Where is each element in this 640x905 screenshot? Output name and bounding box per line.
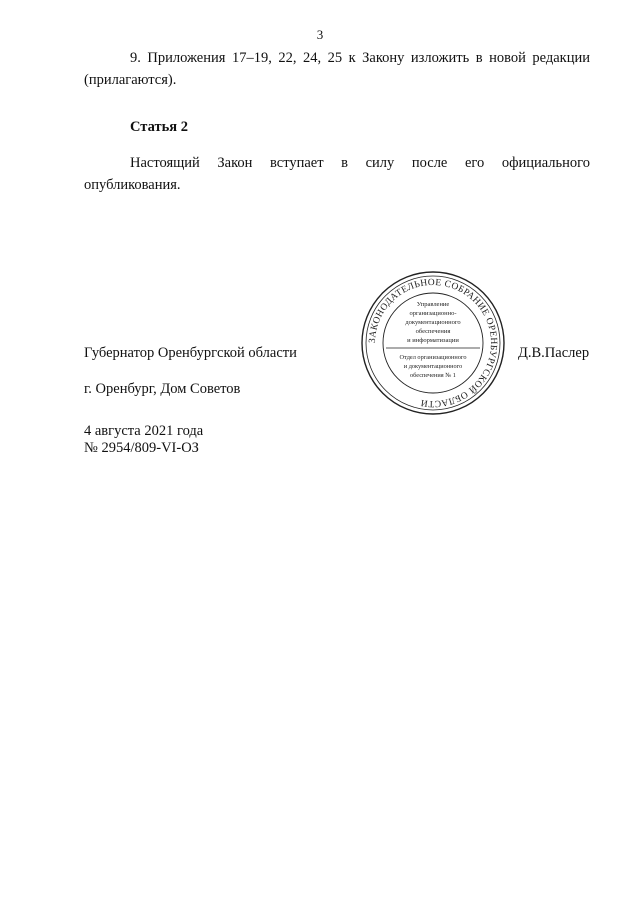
signing-place: г. Оренбург, Дом Советов bbox=[84, 381, 241, 397]
seal-ring-text: ЗАКОНОДАТЕЛЬНОЕ СОБРАНИЕ ОРЕНБУРГСКОЙ ОБЛАСТИ bbox=[367, 277, 499, 409]
seal-line: Управление bbox=[416, 301, 450, 308]
seal-line: обеспечения bbox=[415, 328, 451, 335]
seal-line: и информатизации bbox=[407, 337, 459, 344]
official-seal bbox=[360, 270, 506, 416]
seal-line: обеспечения № 1 bbox=[410, 372, 456, 379]
governor-title: Губернатор Оренбургской области bbox=[84, 345, 297, 361]
seal-line: документационного bbox=[405, 319, 461, 326]
governor-name: Д.В.Паслер bbox=[518, 345, 590, 361]
article-2-text: Настоящий Закон вступает в силу после его официального опубликования. bbox=[84, 155, 590, 193]
seal-line: и документационного bbox=[403, 363, 463, 370]
seal-line: Отдел организационного bbox=[399, 354, 467, 361]
seal-line: организационно- bbox=[409, 310, 457, 317]
law-number: № 2954/809-VI-ОЗ bbox=[84, 440, 199, 456]
article-2-heading: Статья 2 bbox=[130, 119, 188, 135]
amendment-item-9: 9. Приложения 17–19, 22, 24, 25 к Закону изложить в новой редакции (прилагаются). bbox=[84, 50, 590, 88]
page-number: 3 bbox=[316, 27, 324, 42]
signing-date: 4 августа 2021 года bbox=[84, 423, 204, 439]
